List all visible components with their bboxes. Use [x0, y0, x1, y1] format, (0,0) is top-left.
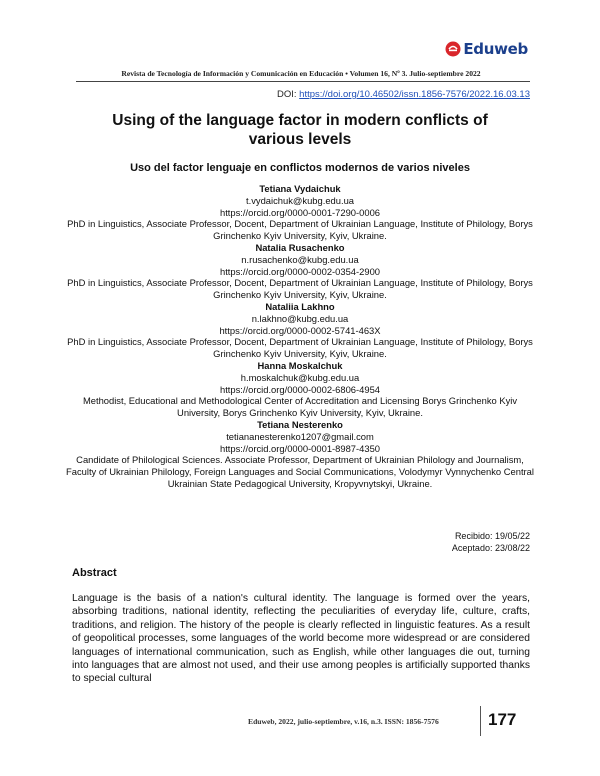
author-email[interactable]: h.moskalchuk@kubg.edu.ua: [240, 371, 360, 383]
footer-citation: Eduweb, 2022, julio-septiembre, v.16, n.3. ISSN: 1856-7576: [248, 717, 439, 726]
author-email[interactable]: n.rusachenko@kubg.edu.ua: [241, 253, 359, 265]
eduweb-brand: Eduweb: [463, 40, 528, 58]
author-affiliation: PhD in Linguistics, Associate Professor, Docent, Department of Ukrainian Language, Institute of Philology, Borys Grinchenko Kyiv University, Kyiv, Ukraine.: [67, 218, 533, 242]
author-orcid[interactable]: https://orcid.org/0000-0002-5741-463X: [219, 324, 381, 336]
author-name: Nataliia Lakhno: [265, 300, 335, 312]
abstract-text: Language is the basis of a nation's cultural identity. The language is formed over the years, absorbing traditions, national identity, reflecting the peculiarities of everyday life, culture, crafts, traditions, and religion. The history of the people is clearly reflected in linguistic features. As a result of geopolitical processes, some languages of the world become more widespread or are considered languages of international communication, such as English, while other languages die out, turning into languages that are almost not used, and their use among peoples is artificially supported thanks to special cultural: [72, 593, 530, 685]
eduweb-logo: [445, 40, 528, 58]
author-orcid[interactable]: https://orcid.org/0000-0002-6806-4954: [219, 383, 380, 395]
author-email[interactable]: tetiananesterenko1207@gmail.com: [226, 430, 374, 442]
author-block: [64, 419, 536, 490]
eduweb-logo-mark-icon: [445, 41, 461, 57]
doi-label: DOI:: [277, 89, 297, 100]
author-affiliation: PhD in Linguistics, Associate Professor, Docent, Department of Ukrainian Language, Institute of Philology, Borys Grinchenko Kyiv University, Kyiv, Ukraine.: [67, 277, 533, 301]
author-name: Tetiana Nesterenko: [257, 418, 343, 430]
accepted-date: Aceptado: 23/08/22: [451, 543, 530, 553]
author-affiliation: PhD in Linguistics, Associate Professor, Docent, Department of Ukrainian Language, Institute of Philology, Borys Grinchenko Kyiv University, Kyiv, Ukraine.: [67, 336, 533, 360]
author-block: [64, 301, 536, 360]
abstract-heading: Abstract: [72, 567, 117, 579]
received-date: Recibido: 19/05/22: [454, 531, 530, 541]
author-orcid[interactable]: https://orcid.org/0000-0001-7290-0006: [219, 206, 380, 218]
doi-link[interactable]: https://doi.org/10.46502/issn.1856-7576/2022.16.03.13: [299, 89, 530, 100]
author-orcid[interactable]: https://orcid.org/0000-0002-0354-2900: [219, 265, 380, 277]
footer-divider: [480, 706, 481, 736]
article-subtitle: Uso del factor lenguaje en conflictos modernos de varios niveles: [130, 162, 470, 174]
author-email[interactable]: t.vydaichuk@kubg.edu.ua: [245, 194, 355, 206]
submission-dates: [452, 530, 530, 554]
author-email[interactable]: n.lakhno@kubg.edu.ua: [251, 312, 349, 324]
author-block: [64, 242, 536, 301]
author-name: Hanna Moskalchuk: [257, 359, 343, 371]
page-number: 177: [488, 710, 517, 729]
author-block: [64, 183, 536, 242]
author-block: [64, 360, 536, 419]
header-divider: [76, 81, 530, 82]
author-orcid[interactable]: https://orcid.org/0000-0001-8987-4350: [219, 442, 380, 454]
author-affiliation: Candidate of Philological Sciences. Associate Professor, Department of Ukrainian Philology and Journalism, Faculty of Ukrainian Philology, Foreign Languages and Social Communications, Volodymyr Vynnychenko Central Ukrainian State Pedagogical University, Kropyvnytskyi, Ukraine.: [66, 454, 534, 489]
author-list: [64, 183, 536, 490]
article-title: Using of the language factor in modern conflicts of various levels: [112, 112, 488, 148]
author-name: Natalia Rusachenko: [255, 241, 345, 253]
author-affiliation: Methodist, Educational and Methodological Center of Accreditation and Licensing Borys Grinchenko Kyiv University, Borys Grinchenko Kyiv University, Kyiv, Ukraine.: [82, 395, 518, 419]
journal-header-line: Revista de Tecnología de Información y Comunicación en Educación • Volumen 16, Nº 3. Julio-septiembre 2022: [121, 69, 481, 78]
author-name: Tetiana Vydaichuk: [259, 183, 341, 194]
doi-line: [277, 89, 530, 100]
